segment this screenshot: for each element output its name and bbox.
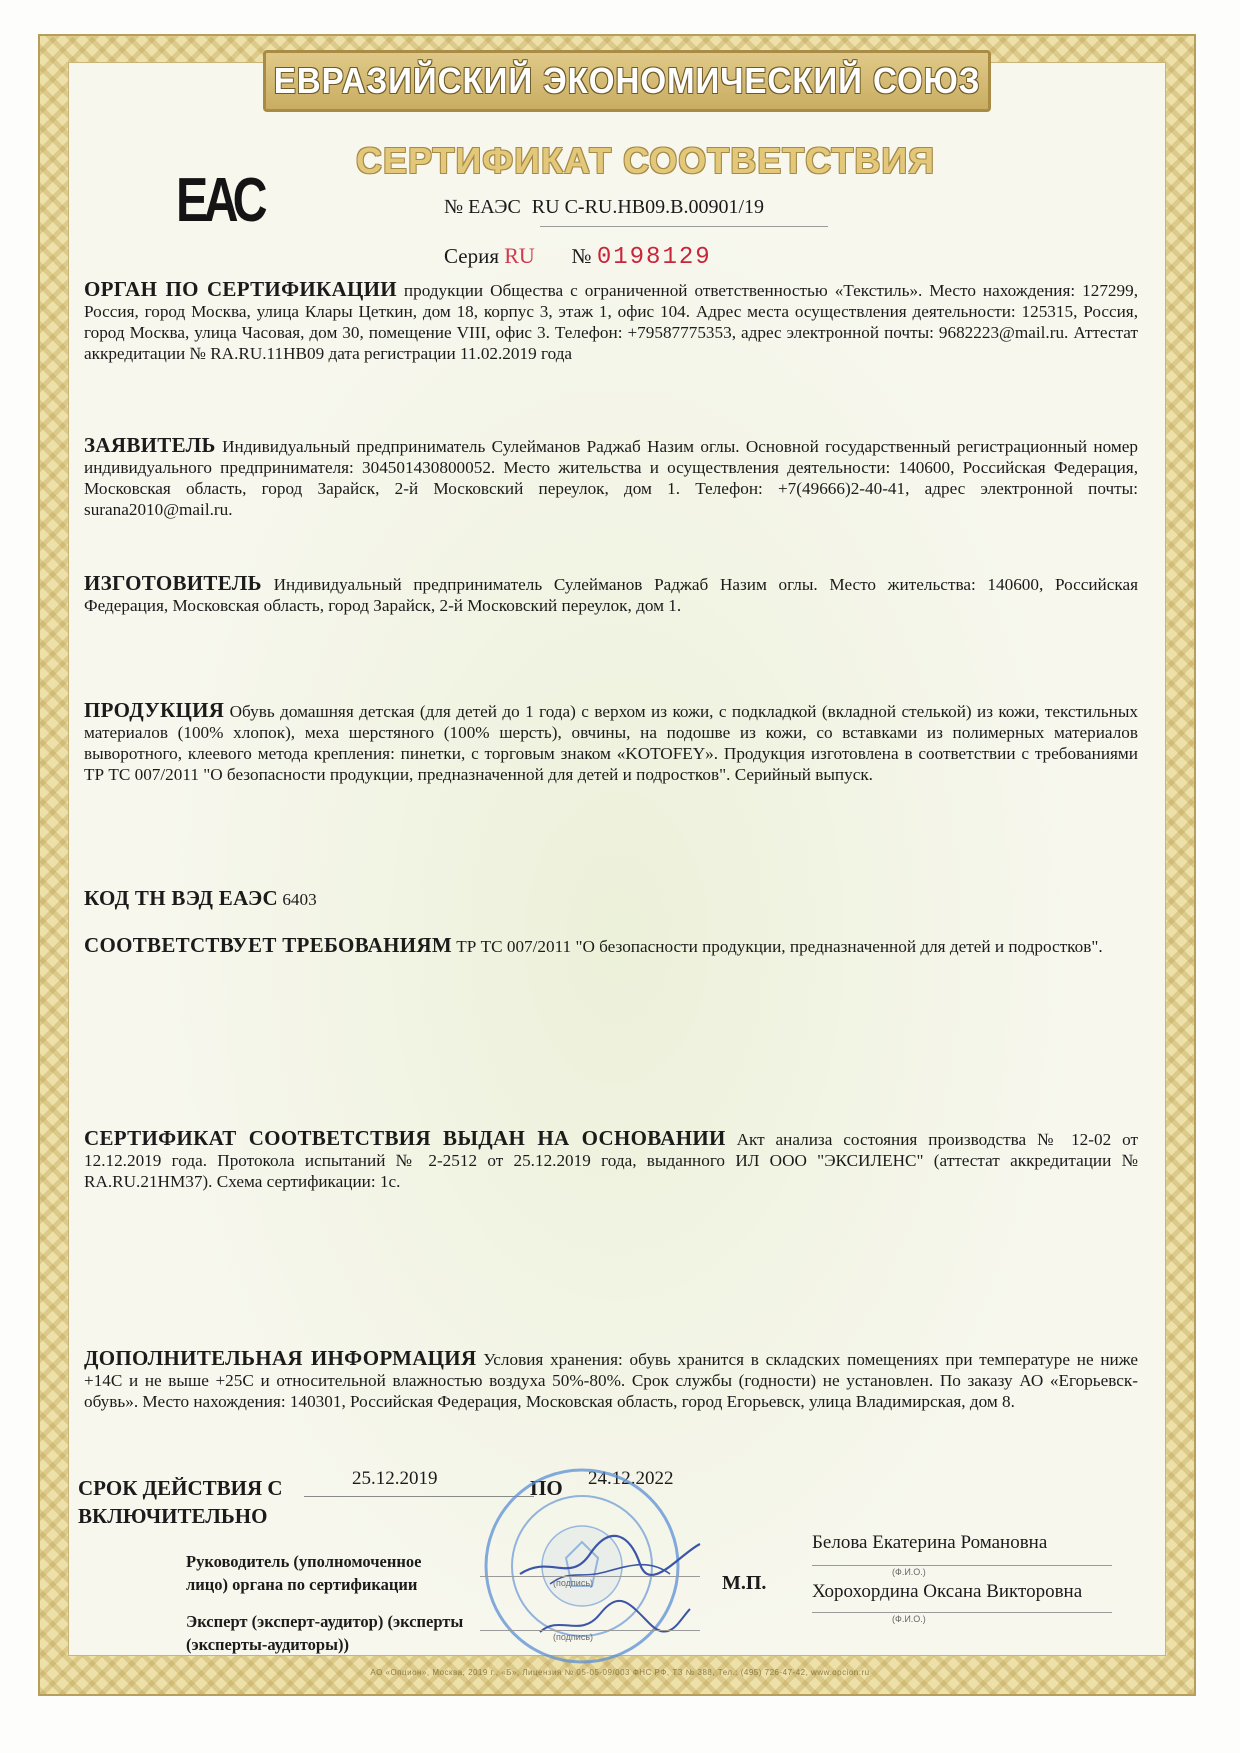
code-value: 6403 xyxy=(282,890,317,909)
expert-signature-caption: (подпись) xyxy=(553,1632,594,1642)
certificate-number-row xyxy=(444,196,844,224)
validity-from-date: 25.12.2019 xyxy=(352,1468,438,1489)
serial-number: 0198129 xyxy=(596,244,712,271)
certificate-number-label: № ЕАЭС xyxy=(444,196,521,218)
series-value: RU xyxy=(504,243,535,268)
applicant-section xyxy=(84,435,1138,520)
validity-to-label: ПО xyxy=(530,1476,563,1500)
head-signature-caption: (подпись) xyxy=(553,1578,594,1588)
code-section xyxy=(84,888,1138,910)
certificate-number-underline xyxy=(540,226,828,227)
organ-text: продукции Общества с ограниченной ответственностью «Текстиль». Место нахождения: 127299, Россия, город Москва, улица Клары Цеткин, дом 18, корпус 3, этаж 1, офис 104. Адрес места осуществления деятельности: 125315, Россия, город Москва, улица Часовая, дом 30, помещение VIII, офис 3. Телефон: +79587775353, адрес электронной почты: 9682223@mail.ru. Аттестат аккредитации № RA.RU.11HB09 дата регистрации 11.02.2019 года xyxy=(84,281,1138,363)
extra-info-heading: ДОПОЛНИТЕЛЬНАЯ ИНФОРМАЦИЯ xyxy=(84,1346,477,1370)
conformity-section xyxy=(84,935,1138,957)
series-row xyxy=(444,243,784,277)
head-name-line xyxy=(812,1565,1112,1566)
conformity-text: ТР ТС 007/2011 "О безопасности продукции, предназначенной для детей и подростков". xyxy=(456,937,1103,956)
manufacturer-text: Индивидуальный предприниматель Сулейманов Раджаб Назим оглы. Место жительства: 140600, Российская Федерация, Московская область, город Зарайск, 2-й Московский переулок, дом 1. xyxy=(84,575,1139,615)
expert-name-line xyxy=(812,1612,1112,1613)
union-banner-text: ЕВРАЗИЙСКИЙ ЭКОНОМИЧЕСКИЙ СОЮЗ xyxy=(273,60,981,101)
head-name-caption: (Ф.И.О.) xyxy=(892,1567,926,1577)
manufacturer-section xyxy=(84,573,1138,616)
eac-logo: ЕАС xyxy=(176,166,263,235)
expert-name: Хорохордина Оксана Викторовна xyxy=(812,1581,1083,1602)
certificate-number: RU C-RU.HB09.B.00901/19 xyxy=(531,196,765,218)
code-heading: КОД ТН ВЭД ЕАЭС xyxy=(84,886,279,910)
head-name: Белова Екатерина Романовна xyxy=(812,1532,1048,1553)
validity-label: СРОК ДЕЙСТВИЯ С xyxy=(78,1476,283,1500)
certificate-title: СЕРТИФИКАТ СООТВЕТСТВИЯ xyxy=(356,140,936,181)
extra-info-text: Условия хранения: обувь хранится в складских помещениях при температуре не ниже +14С и не выше +25С и относительной влажностью воздуха 50%-80%. Срок службы (годности) не установлен. По заказу АО «Егорьевск-обувь». Место нахождения: 140301, Российская Федерация, Московская область, город Егорьевск, улица Владимирская, дом 8. xyxy=(84,1350,1139,1411)
expert-signatory-label: Эксперт (эксперт-аудитор) (эксперты (эксперты-аудиторы)) xyxy=(186,1612,464,1654)
applicant-text: Индивидуальный предприниматель Сулейманов Раджаб Назим оглы. Основной государственный регистрационный номер индивидуального предпринимателя: 304501430800052. Место жительства и осуществления деятельности: 140600, Российская Федерация, Московская область, город Зарайск, 2-й Московский переулок, дом 1. Телефон: +7(49666)2-40-41, адрес электронной почты: surana2010@mail.ru. xyxy=(84,437,1138,519)
expert-name-caption: (Ф.И.О.) xyxy=(892,1614,926,1624)
head-signatory-label: Руководитель (уполномоченное лицо) органа по сертификации xyxy=(186,1552,422,1594)
product-heading: ПРОДУКЦИЯ xyxy=(84,698,225,722)
product-text: Обувь домашняя детская (для детей до 1 года) с верхом из кожи, с подкладкой (вкладной стелькой) из кожи, текстильных материалов (100% хлопок), меха шерстяного (100% шерсть), овчины, на подошве из кожи, со вставками из полимерных материалов выворотного, клеевого метода крепления: пинетки, с торговым знаком «KOTOFEY». Продукция изготовлена в соответствии с требованиями ТР ТС 007/2011 "О безопасности продукции, предназначенной для детей и подростков". Серийный выпуск. xyxy=(84,702,1138,784)
union-banner xyxy=(263,50,991,112)
extra-info-section xyxy=(84,1348,1138,1412)
head-signature-line xyxy=(480,1576,700,1577)
validity-label-inclusive: ВКЛЮЧИТЕЛЬНО xyxy=(78,1504,268,1528)
basis-heading: СЕРТИФИКАТ СООТВЕТСТВИЯ ВЫДАН НА ОСНОВАНИИ xyxy=(84,1126,726,1150)
applicant-heading: ЗАЯВИТЕЛЬ xyxy=(84,433,216,457)
basis-section xyxy=(84,1128,1138,1192)
organ-heading: ОРГАН ПО СЕРТИФИКАЦИИ xyxy=(84,277,397,301)
conformity-heading: СООТВЕТСТВУЕТ ТРЕБОВАНИЯМ xyxy=(84,933,452,957)
serial-label: № xyxy=(571,244,592,268)
printer-imprint: АО «Опцион», Москва, 2019 г., «Б», Лицензия № 05-05-09/003 ФНС РФ, ТЗ № 388, Тел.: (495) 726-47-42, www.opcion.ru xyxy=(370,1668,870,1677)
expert-signature-line xyxy=(480,1630,700,1631)
manufacturer-heading: ИЗГОТОВИТЕЛЬ xyxy=(84,571,262,595)
basis-text: Акт анализа состояния производства № 12-02 от 12.12.2019 года. Протокола испытаний № 2-2512 от 25.12.2019 года, выданного ИЛ ООО "ЭКСИЛЕНС" (аттестат аккредитации № RA.RU.21HM37). Схема сертификации: 1с. xyxy=(84,1130,1138,1191)
organ-section xyxy=(84,279,1138,364)
product-section xyxy=(84,700,1138,785)
signatures-handwritten xyxy=(510,1514,710,1664)
stamp-place-label: М.П. xyxy=(722,1572,767,1594)
validity-to-date: 24.12.2022 xyxy=(588,1468,674,1489)
series-label: Серия xyxy=(444,244,499,268)
